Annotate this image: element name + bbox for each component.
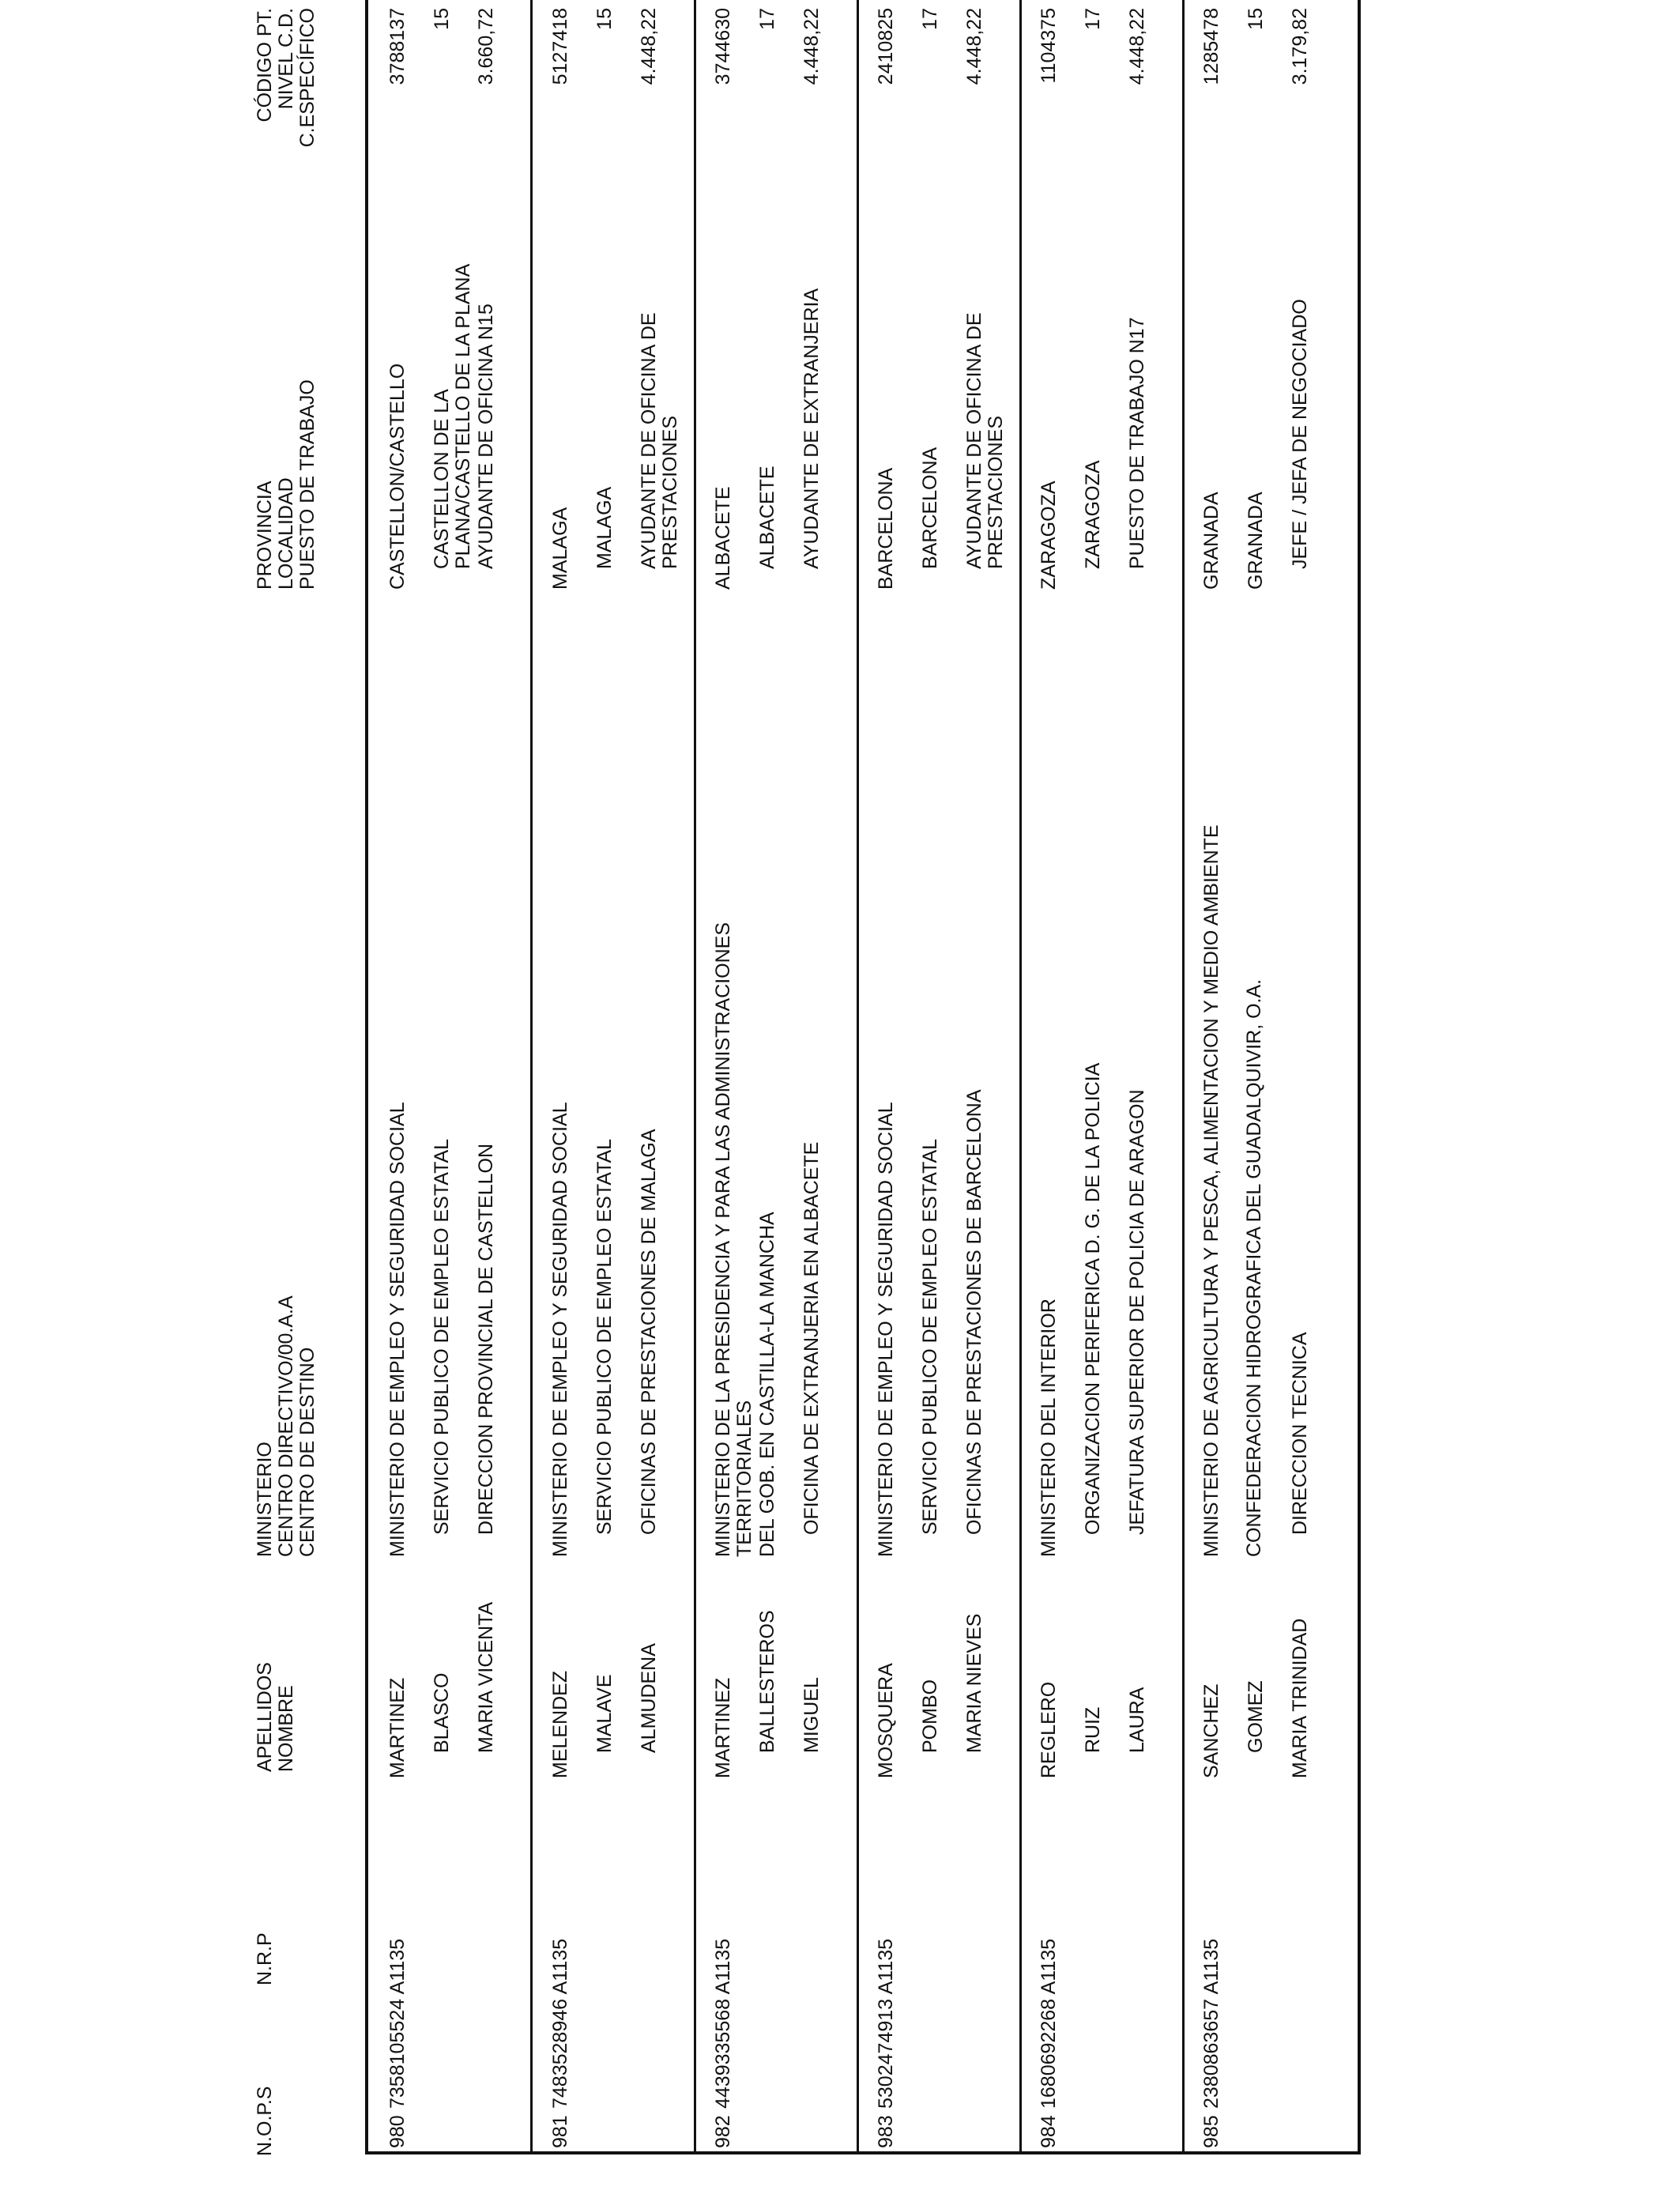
cell-codigo: 1104375 xyxy=(1038,8,1060,84)
header-ministerio-line: MINISTERIO xyxy=(254,1442,276,1557)
cell-apellido1: MARTINEZ xyxy=(712,1677,734,1778)
cell-nops: 983 xyxy=(875,2115,897,2148)
header-nrp: N.R.P xyxy=(254,1932,276,1985)
cell-nivel: 17 xyxy=(1082,8,1104,30)
cell-codigo: 3788137 xyxy=(386,8,409,85)
cell-especifico: 3.660,72 xyxy=(475,8,497,85)
cell-apellido2: POMBO xyxy=(919,1679,941,1753)
cell-nombre: MARIA NIEVES xyxy=(963,1613,985,1753)
row-divider xyxy=(694,0,696,2151)
cell-codigo: 2410825 xyxy=(875,8,897,85)
cell-localidad: ALBACETE xyxy=(756,466,778,569)
header-codigo-line: CÓDIGO PT. xyxy=(254,8,276,123)
cell-apellido2: BALLESTEROS xyxy=(756,1610,778,1753)
cell-especifico: 4.448,22 xyxy=(963,8,985,85)
header-apellidos-line: APELLIDOS xyxy=(254,1662,276,1772)
cell-nops: 981 xyxy=(549,2115,571,2148)
cell-localidad: BARCELONA xyxy=(919,447,941,569)
header-provincia xyxy=(254,379,318,590)
cell-nops: 985 xyxy=(1200,2115,1222,2148)
cell-provincia: ALBACETE xyxy=(712,486,734,590)
header-ministerio xyxy=(254,1295,318,1557)
cell-centro-destino: OFICINA DE EXTRANJERIA EN ALBACETE xyxy=(800,1141,823,1535)
cell-puesto xyxy=(964,312,1007,569)
cell-centro-destino: DIRECCION TECNICA xyxy=(1289,1332,1311,1535)
cell-provincia: ZARAGOZA xyxy=(1038,481,1060,590)
cell-centro-directivo: CONFEDERACION HIDROGRAFICA DEL GUADALQUIVIR, O.A. xyxy=(1243,978,1265,1557)
cell-apellido1: MARTINEZ xyxy=(386,1677,409,1778)
cell-ministerio: MINISTERIO DE EMPLEO Y SEGURIDAD SOCIAL xyxy=(549,1102,571,1557)
header-especifico-line: C.ESPECÍFICO xyxy=(296,8,318,148)
cell-nivel: 17 xyxy=(756,8,778,30)
cell-apellido2: BLASCO xyxy=(431,1672,453,1753)
cell-localidad-line: PLANA/CASTELLO DE LA PLANA xyxy=(452,263,474,569)
cell-centro-destino: OFICINAS DE PRESTACIONES DE MALAGA xyxy=(638,1129,660,1535)
cell-nombre: ALMUDENA xyxy=(638,1643,660,1753)
cell-nombre: MIGUEL xyxy=(800,1677,823,1753)
header-codigo xyxy=(254,8,318,171)
cell-nombre: MARIA TRINIDAD xyxy=(1289,1618,1311,1778)
cell-ministerio: MINISTERIO DEL INTERIOR xyxy=(1038,1299,1060,1557)
cell-provincia: BARCELONA xyxy=(875,467,897,590)
cell-nrp: 1680692268 A1135 xyxy=(1038,1938,1060,2109)
cell-centro-destino: OFICINAS DE PRESTACIONES DE BARCELONA xyxy=(963,1089,985,1535)
header-centro-directivo-line: CENTRO DIRECTIVO/00.A.A xyxy=(275,1295,297,1557)
cell-puesto: PUESTO DE TRABAJO N17 xyxy=(1126,317,1148,569)
cell-especifico: 4.448,22 xyxy=(638,8,660,85)
header-puesto-line: PUESTO DE TRABAJO xyxy=(296,379,318,590)
cell-nivel: 15 xyxy=(431,8,453,30)
cell-nrp: 4439335568 A1135 xyxy=(712,1938,734,2109)
cell-especifico: 4.448,22 xyxy=(1126,8,1148,85)
header-provincia-line: PROVINCIA xyxy=(254,481,276,590)
header-nops: N.O.P.S xyxy=(254,2086,276,2156)
cell-apellido2: MALAVE xyxy=(593,1674,616,1753)
cell-apellido1: SANCHEZ xyxy=(1200,1683,1222,1778)
cell-puesto: AYUDANTE DE EXTRANJERIA xyxy=(800,288,823,569)
cell-apellido2: GOMEZ xyxy=(1245,1680,1267,1753)
header-localidad-line: LOCALIDAD xyxy=(275,477,297,590)
cell-ministerio: MINISTERIO DE LA PRESIDENCIA Y PARA LAS ADMINISTRACIONES TERRITORIALES xyxy=(712,922,755,1557)
cell-nrp: 2380863657 A1135 xyxy=(1200,1938,1222,2109)
cell-puesto-line: PRESTACIONES xyxy=(659,415,681,569)
cell-nivel: 15 xyxy=(1245,8,1267,30)
cell-especifico: 3.179,82 xyxy=(1289,8,1311,85)
cell-nombre: MARIA VICENTA xyxy=(475,1601,497,1753)
cell-codigo: 1285478 xyxy=(1200,8,1222,85)
cell-localidad: MALAGA xyxy=(593,486,616,569)
row-divider xyxy=(530,0,533,2151)
cell-puesto-line: AYUDANTE DE OFICINA DE xyxy=(963,312,985,569)
cell-apellido1: REGLERO xyxy=(1038,1681,1060,1778)
cell-apellido2: RUIZ xyxy=(1082,1706,1104,1753)
cell-centro-directivo: SERVICIO PUBLICO DE EMPLEO ESTATAL xyxy=(919,1138,941,1535)
header-nivel-line: NIVEL C.D. xyxy=(275,8,297,110)
cell-centro-directivo: ORGANIZACION PERIFERICA D. G. DE LA POLICIA xyxy=(1082,1062,1104,1535)
cell-ministerio: MINISTERIO DE EMPLEO Y SEGURIDAD SOCIAL xyxy=(386,1102,409,1557)
cell-nrp: 7483528946 A1135 xyxy=(549,1938,571,2109)
cell-nops: 980 xyxy=(386,2115,409,2148)
row-divider xyxy=(1182,0,1185,2151)
cell-centro-directivo: DEL GOB. EN CASTILLA-LA MANCHA xyxy=(756,1212,778,1557)
cell-centro-destino: JEFATURA SUPERIOR DE POLICIA DE ARAGON xyxy=(1126,1089,1148,1535)
cell-localidad: ZARAGOZA xyxy=(1082,460,1104,569)
cell-nivel: 17 xyxy=(919,8,941,30)
cell-nops: 982 xyxy=(712,2115,734,2148)
cell-centro-directivo: SERVICIO PUBLICO DE EMPLEO ESTATAL xyxy=(593,1138,616,1535)
cell-codigo: 5127418 xyxy=(549,8,571,85)
cell-localidad-line: CASTELLON DE LA xyxy=(431,389,453,569)
cell-apellido1: MOSQUERA xyxy=(875,1663,897,1778)
cell-centro-destino: DIRECCION PROVINCIAL DE CASTELLON xyxy=(475,1143,497,1535)
header-centro-destino-line: CENTRO DE DESTINO xyxy=(296,1347,318,1557)
cell-apellido1: MELENDEZ xyxy=(549,1670,571,1778)
cell-puesto-line: PRESTACIONES xyxy=(985,415,1007,569)
cell-nops: 984 xyxy=(1038,2115,1060,2148)
row-divider xyxy=(1019,0,1022,2151)
cell-puesto xyxy=(638,312,681,569)
cell-provincia: MALAGA xyxy=(549,507,571,590)
cell-provincia: CASTELLON/CASTELLO xyxy=(386,363,409,590)
cell-nrp: 5302474913 A1135 xyxy=(875,1938,897,2109)
cell-puesto-line: AYUDANTE DE OFICINA DE xyxy=(638,312,660,569)
cell-ministerio: MINISTERIO DE AGRICULTURA Y PESCA, ALIMENTACION Y MEDIO AMBIENTE xyxy=(1200,824,1222,1557)
cell-ministerio: MINISTERIO DE EMPLEO Y SEGURIDAD SOCIAL xyxy=(875,1102,897,1557)
cell-provincia: GRANADA xyxy=(1200,492,1222,590)
cell-nombre: LAURA xyxy=(1126,1687,1148,1753)
cell-localidad: GRANADA xyxy=(1245,492,1267,590)
header-apellidos xyxy=(254,1662,297,1772)
cell-nrp: 7358105524 A1135 xyxy=(386,1938,409,2109)
cell-centro-directivo: SERVICIO PUBLICO DE EMPLEO ESTATAL xyxy=(431,1138,453,1535)
cell-especifico: 4.448,22 xyxy=(800,8,823,85)
cell-codigo: 3744630 xyxy=(712,8,734,85)
cell-nivel: 15 xyxy=(593,8,616,30)
cell-puesto: AYUDANTE DE OFICINA N15 xyxy=(475,303,497,569)
row-divider xyxy=(857,0,859,2151)
cell-puesto: JEFE / JEFA DE NEGOCIADO xyxy=(1289,299,1311,569)
cell-localidad xyxy=(431,264,474,569)
header-nombre-line: NOMBRE xyxy=(275,1685,297,1772)
